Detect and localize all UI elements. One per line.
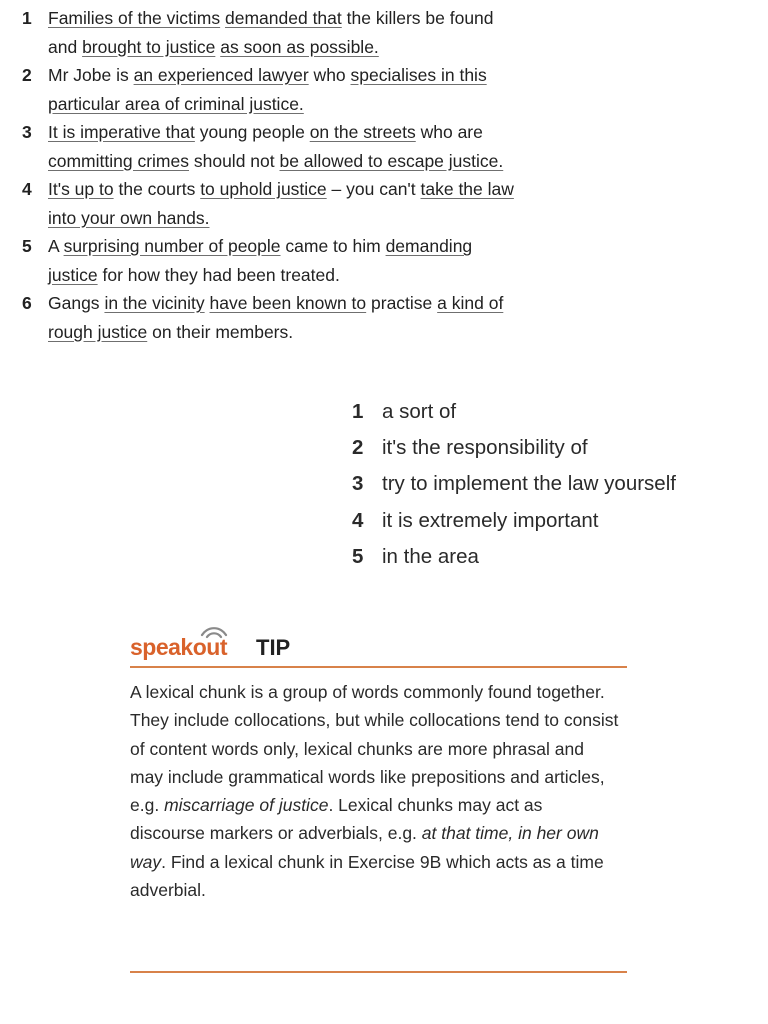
sentence-text: came to him — [280, 236, 386, 256]
sentence-item — [22, 232, 522, 289]
sentence-text: Gangs — [48, 293, 105, 313]
underlined-phrase: demanded that — [225, 8, 342, 28]
match-number: 1 — [352, 400, 364, 423]
sentence-text: who — [308, 65, 351, 85]
match-number: 3 — [352, 472, 364, 496]
underlined-phrase: committing crimes — [48, 150, 189, 171]
sentence-text: – you can't — [326, 179, 421, 199]
sentence-text: on their members. — [147, 321, 294, 342]
sentence-number: 3 — [22, 122, 32, 142]
sentence-number: 5 — [22, 236, 32, 256]
speakout-brand: speakout — [130, 634, 227, 660]
match-text: in the area — [382, 544, 479, 568]
example-chunk: at that time, in her own way — [130, 823, 599, 872]
sentence-number: 2 — [22, 65, 32, 85]
sentence-number: 1 — [22, 8, 32, 28]
match-text: a sort of — [382, 400, 457, 423]
underlined-phrase: a kind of — [437, 293, 504, 313]
match-number: 2 — [352, 436, 364, 460]
sentence-text: who are — [415, 122, 483, 142]
tip-text: . Find a lexical chunk in Exercise 9B which acts as a time adverbial. — [130, 851, 604, 901]
sentence-item — [22, 61, 522, 118]
sentence-text: young people — [194, 122, 310, 142]
match-item — [352, 466, 762, 502]
match-item — [352, 394, 762, 430]
tip-text: . Lexical chunks may act as discourse markers or adverbials, e.g. — [130, 795, 543, 844]
underlined-phrase: brought to justice — [82, 36, 216, 57]
underlined-phrase: as soon as possible. — [220, 36, 379, 57]
tip-text: A lexical chunk is a group of words commonly found together. They include collocations, but while collocations tend to consist of content words only, lexical chunks are more phrasal and may include grammatical words like prepositions and articles, e.g. — [130, 682, 619, 816]
sentence-item — [22, 175, 522, 232]
sentence-text: Mr Jobe is — [48, 65, 134, 85]
sentence-text: the killers be found and — [48, 8, 494, 57]
match-number: 5 — [352, 544, 364, 568]
sentence-text: A — [48, 236, 64, 256]
underlined-phrase: an experienced lawyer — [133, 65, 309, 85]
sentence-item — [22, 289, 522, 346]
underlined-phrase: be allowed to escape justice. — [279, 150, 504, 171]
sentence-text: for how they had been treated. — [97, 264, 340, 285]
sentence-item — [22, 118, 522, 175]
match-text: it is extremely important — [382, 508, 599, 532]
underlined-phrase: in the vicinity — [104, 293, 205, 313]
sentence-text: the courts — [113, 179, 201, 199]
sentence-number: 6 — [22, 293, 32, 313]
sentence-number: 4 — [22, 179, 32, 199]
speakout-tip-box — [130, 618, 627, 973]
sentence-text: should not — [189, 150, 280, 171]
underlined-phrase: surprising number of people — [63, 236, 281, 256]
underlined-phrase: rough justice — [48, 321, 148, 342]
underlined-phrase: on the streets — [309, 122, 416, 142]
tip-bottom-rule — [130, 971, 627, 973]
match-item — [352, 503, 762, 539]
match-item — [352, 539, 762, 575]
example-chunk: miscarriage of justice — [164, 795, 329, 816]
tip-heading — [130, 618, 627, 668]
match-text: try to implement the law yourself — [382, 472, 676, 496]
match-number: 4 — [352, 508, 364, 532]
exercise-sentences — [22, 4, 522, 346]
match-item — [352, 430, 762, 466]
tip-body — [130, 678, 620, 961]
underlined-phrase: specialises in this particular area of criminal justice. — [48, 65, 487, 114]
match-text: it's the responsibility of — [382, 436, 588, 460]
underlined-phrase: have been known to — [209, 293, 367, 313]
underlined-phrase: take the law into your own hands. — [48, 179, 514, 228]
underlined-phrase: demanding justice — [48, 236, 473, 285]
underlined-phrase: Families of the victims — [48, 8, 221, 28]
underlined-phrase: It is imperative that — [48, 122, 195, 142]
sentence-text: practise — [366, 293, 438, 313]
underlined-phrase: It's up to — [48, 179, 114, 199]
matching-definitions — [352, 394, 762, 575]
underlined-phrase: to uphold justice — [200, 179, 327, 199]
tip-title: TIP — [256, 635, 291, 660]
sentence-item — [22, 4, 522, 61]
